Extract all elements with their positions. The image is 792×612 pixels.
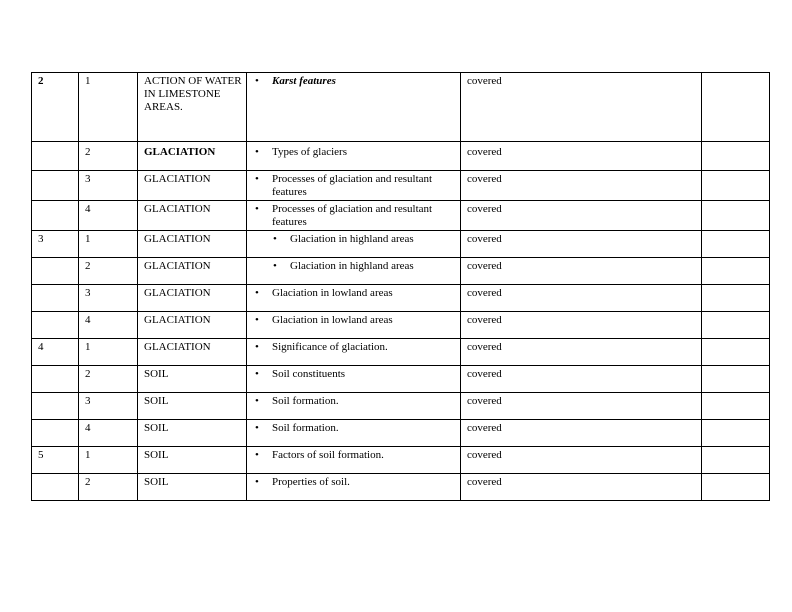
empty-cell [702,285,770,312]
bullet-icon: • [273,233,277,245]
empty-cell [702,73,770,142]
subtopic-cell [247,73,461,142]
empty-cell [702,258,770,285]
topic-cell: SOIL [138,366,247,393]
subtopic-cell [247,393,461,420]
week-cell [32,142,79,171]
table-row [32,393,770,420]
table-row [32,142,770,171]
subtopic-text: Glaciation in highland areas [290,233,414,245]
subtopic-item [253,395,456,408]
subtopic-text: Processes of glaciation and resultant features [272,203,433,228]
subtopic-item [253,287,456,300]
topic-cell: SOIL [138,474,247,501]
empty-cell [702,474,770,501]
subtopic-cell [247,366,461,393]
empty-cell [702,366,770,393]
subtopic-text: Glaciation in highland areas [290,260,414,272]
empty-cell [702,171,770,201]
remark-cell: covered [461,447,702,474]
empty-cell [702,447,770,474]
subtopic-text: Soil formation. [272,395,339,407]
subtopic-item [253,146,456,159]
week-cell [32,393,79,420]
empty-cell [702,420,770,447]
table-row [32,285,770,312]
table-row [32,339,770,366]
scheme-of-work-table [31,72,770,501]
lesson-cell: 2 [79,258,138,285]
week-cell [32,258,79,285]
subtopic-text: Karst features [272,75,336,87]
bullet-icon: • [255,146,259,158]
subtopic-cell [247,447,461,474]
subtopic-cell [247,171,461,201]
subtopic-text: Significance of glaciation. [272,341,388,353]
subtopic-item [253,260,456,273]
remark-cell: covered [461,474,702,501]
week-cell [32,366,79,393]
bullet-icon: • [255,203,259,215]
lesson-cell: 4 [79,312,138,339]
table-row [32,447,770,474]
bullet-icon: • [255,75,259,87]
remark-cell: covered [461,258,702,285]
table-row [32,312,770,339]
remark-cell: covered [461,339,702,366]
remark-cell: covered [461,201,702,231]
lesson-cell: 3 [79,393,138,420]
lesson-cell: 2 [79,474,138,501]
table-row [32,258,770,285]
topic-cell: SOIL [138,420,247,447]
subtopic-item [253,449,456,462]
week-cell [32,312,79,339]
lesson-cell: 1 [79,231,138,258]
subtopic-item [253,368,456,381]
subtopic-item [253,173,456,199]
bullet-icon: • [255,314,259,326]
table-row [32,231,770,258]
topic-cell: GLACIATION [138,339,247,366]
empty-cell [702,231,770,258]
week-cell [32,201,79,231]
table-row [32,171,770,201]
empty-cell [702,201,770,231]
subtopic-cell [247,231,461,258]
subtopic-cell [247,339,461,366]
bullet-icon: • [255,341,259,353]
empty-cell [702,339,770,366]
subtopic-text: Glaciation in lowland areas [272,314,393,326]
subtopic-cell [247,201,461,231]
week-cell: 2 [32,73,79,142]
lesson-cell: 4 [79,201,138,231]
topic-cell: SOIL [138,447,247,474]
topic-cell: GLACIATION [138,201,247,231]
subtopic-text: Glaciation in lowland areas [272,287,393,299]
bullet-icon: • [255,449,259,461]
bullet-icon: • [255,173,259,185]
topic-cell: GLACIATION [138,171,247,201]
bullet-icon: • [255,395,259,407]
topic-cell: GLACIATION [138,258,247,285]
bullet-icon: • [255,287,259,299]
empty-cell [702,312,770,339]
subtopic-text: Processes of glaciation and resultant features [272,173,433,198]
week-cell [32,171,79,201]
subtopic-item [253,476,456,489]
remark-cell: covered [461,393,702,420]
table-row [32,73,770,142]
table-body [32,73,770,501]
week-cell [32,285,79,312]
bullet-icon: • [255,422,259,434]
lesson-cell: 3 [79,171,138,201]
subtopic-item [253,75,456,88]
remark-cell: covered [461,285,702,312]
subtopic-text: Soil constituents [272,368,346,380]
subtopic-item [253,341,456,354]
topic-cell: GLACIATION [138,285,247,312]
week-cell: 3 [32,231,79,258]
remark-cell: covered [461,366,702,393]
subtopic-cell [247,285,461,312]
lesson-cell: 2 [79,366,138,393]
topic-cell: GLACIATION [138,312,247,339]
week-cell [32,420,79,447]
lesson-cell: 3 [79,285,138,312]
remark-cell: covered [461,420,702,447]
subtopic-cell [247,420,461,447]
subtopic-cell [247,312,461,339]
week-cell: 4 [32,339,79,366]
week-cell [32,474,79,501]
subtopic-text: Types of glaciers [272,146,347,158]
lesson-cell: 1 [79,339,138,366]
empty-cell [702,393,770,420]
bullet-icon: • [255,476,259,488]
empty-cell [702,142,770,171]
subtopic-item [253,422,456,435]
remark-cell: covered [461,171,702,201]
subtopic-text: Properties of soil. [272,476,350,488]
topic-cell: ACTION OF WATER IN LIMESTONE AREAS. [138,73,247,142]
bullet-icon: • [255,368,259,380]
subtopic-text: Factors of soil formation. [272,449,384,461]
topic-cell: SOIL [138,393,247,420]
remark-cell: covered [461,73,702,142]
week-cell: 5 [32,447,79,474]
subtopic-cell [247,474,461,501]
subtopic-item [253,314,456,327]
remark-cell: covered [461,312,702,339]
subtopic-text: Soil formation. [272,422,339,434]
lesson-cell: 1 [79,73,138,142]
topic-cell: GLACIATION [138,142,247,171]
table-row [32,201,770,231]
remark-cell: covered [461,142,702,171]
subtopic-cell [247,142,461,171]
subtopic-cell [247,258,461,285]
table-row [32,420,770,447]
bullet-icon: • [273,260,277,272]
table-row [32,366,770,393]
lesson-cell: 4 [79,420,138,447]
table-row [32,474,770,501]
subtopic-item [253,203,456,229]
subtopic-item [253,233,456,246]
topic-cell: GLACIATION [138,231,247,258]
lesson-cell: 1 [79,447,138,474]
remark-cell: covered [461,231,702,258]
lesson-cell: 2 [79,142,138,171]
